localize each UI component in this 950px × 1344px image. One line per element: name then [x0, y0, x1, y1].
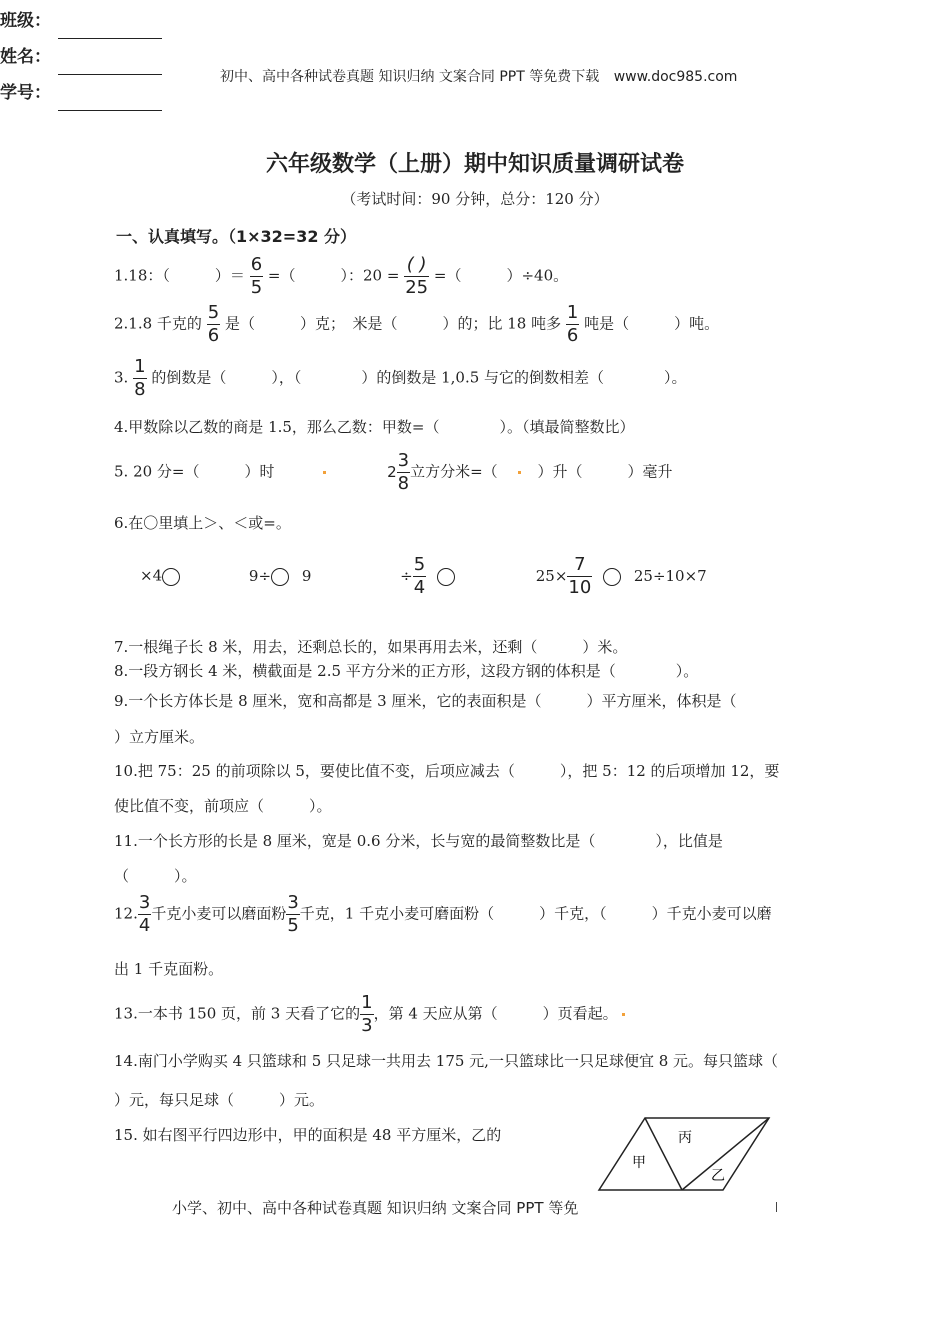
question-10-cont: 使比值不变，前项应（ ）。 — [114, 797, 332, 815]
divider-line — [645, 1118, 682, 1190]
page-title: 六年级数学（上册）期中知识质量调研试卷 — [265, 152, 684, 177]
id-label: 学号： — [0, 83, 51, 103]
compare-circle[interactable] — [162, 568, 180, 586]
question-9: 9.一个长方体长是 8 厘米，宽和高都是 3 厘米，它的表面积是（ ）平方厘米，体积是（ — [114, 692, 737, 710]
fraction: $\frac{1}{3}$ — [361, 992, 373, 1036]
question-10: 10.把 75：25 的前项除以 5，要使比值不变，后项应减去（ ），把 5：12 的后项增加 12，要 — [114, 762, 780, 780]
name-label: 姓名： — [0, 47, 51, 67]
question-8: 8.一段方钢长 4 米，横截面是 2.5 平方分米的正方形，这段方钢的体积是（ ）。 — [114, 662, 699, 680]
id-field[interactable] — [58, 96, 162, 115]
question-3: 3. $\frac{1}{8}$ 的倒数是（ ），（ ）的倒数是 1,0.5 与它的倒数相差（ ）。 — [114, 356, 687, 400]
question-14: 14.南门小学购买 4 只篮球和 5 只足球一共用去 175 元,一只篮球比一只足球便宜 8 元。每只篮球（ — [114, 1052, 779, 1070]
question-12-cont: 出 1 千克面粉。 — [114, 960, 224, 978]
region-yi: 乙 — [711, 1168, 725, 1184]
question-9-cont: ）立方厘米。 — [114, 728, 205, 746]
compare-circle[interactable] — [603, 568, 621, 586]
question-4: 4.甲数除以乙数的商是 1.5，那么乙数：甲数=（ ）。（填最简整数比） — [114, 418, 635, 436]
question-14-cont: ）元，每只足球（ ）元。 — [114, 1091, 325, 1109]
fraction: $\frac{3}{8}$ — [397, 450, 410, 494]
parallelogram-figure — [596, 1115, 774, 1195]
question-11-cont: （ ）。 — [114, 867, 197, 885]
fraction: $\frac{( )}{25}$ — [405, 254, 429, 298]
section-heading: 一、认真填写。（1×32=32 分） — [116, 227, 357, 246]
region-jia: 甲 — [632, 1155, 646, 1171]
question-1: 1.18：（ ）＝ $\frac{6}{5}$ =（ ）：20 = $\frac{( )}{25}$ =（ ）÷40。 — [114, 254, 569, 298]
fraction: $\frac{6}{5}$ — [250, 254, 263, 298]
question-15: 15. 如右图平行四边形中，甲的面积是 48 平方厘米，乙的 — [114, 1126, 502, 1144]
fraction: $\frac{1}{8}$ — [134, 356, 146, 400]
compare-row: ×4 9÷ 9 ÷ $\frac{5}{4}$ 25× $\frac{7}{10}$ 25÷10×7 — [140, 554, 707, 598]
footer-mark — [776, 1202, 777, 1212]
question-5: 5. 20 分=（ ）时 2 $\frac{3}{8}$ 立方分米=（ ）升（ ）毫升 — [114, 450, 673, 494]
fraction: $\frac{3}{5}$ — [287, 892, 299, 936]
region-bing: 丙 — [678, 1130, 692, 1146]
fraction: $\frac{1}{6}$ — [566, 302, 579, 346]
watermark-banner: 初中、高中各种试卷真题 知识归纳 文案合同 PPT 等免费下载 www.doc985.com — [220, 69, 738, 85]
name-field[interactable] — [58, 60, 162, 79]
compare-circle[interactable] — [271, 568, 289, 586]
question-6: 6.在〇里填上＞、＜或=。 — [114, 514, 291, 532]
site-url: www.doc985.com — [613, 69, 738, 85]
question-7: 7.一根绳子长 8 米，用去，还剩总长的，如果再用去米，还剩（ ）米。 — [114, 638, 628, 656]
question-13: 13.一本书 150 页，前 3 天看了它的 $\frac{1}{3}$ ，第 4 天应从第（ ）页看起。 — [114, 994, 625, 1035]
question-2: 2.1.8 千克的 $\frac{5}{6}$ 是（ ）克； 米是（ ）的；比 18 吨多 $\frac{1}{6}$ 吨是（ ）吨。 — [114, 302, 720, 346]
footer-watermark: 小学、初中、高中各种试卷真题 知识归纳 文案合同 PPT 等免 — [172, 1199, 579, 1217]
divider-line — [682, 1118, 769, 1190]
compare-circle[interactable] — [437, 568, 455, 586]
class-label: 班级： — [0, 11, 51, 31]
fraction: $\frac{7}{10}$ — [568, 554, 592, 598]
fraction: $\frac{3}{4}$ — [138, 892, 151, 936]
class-field[interactable] — [58, 24, 162, 43]
page-subtitle: （考试时间：90 分钟，总分：120 分） — [341, 190, 609, 208]
fraction: $\frac{5}{6}$ — [207, 302, 220, 346]
question-12: 12. $\frac{3}{4}$ 千克小麦可以磨面粉 $\frac{3}{5}$ 千克，1 千克小麦可磨面粉（ ）千克，（ ）千克小麦可以磨 — [114, 892, 772, 936]
parallelogram-outline — [599, 1118, 769, 1190]
question-11: 11.一个长方形的长是 8 厘米，宽是 0.6 分米，长与宽的最简整数比是（ ），比值是 — [114, 832, 723, 850]
fraction: $\frac{5}{4}$ — [413, 554, 426, 598]
